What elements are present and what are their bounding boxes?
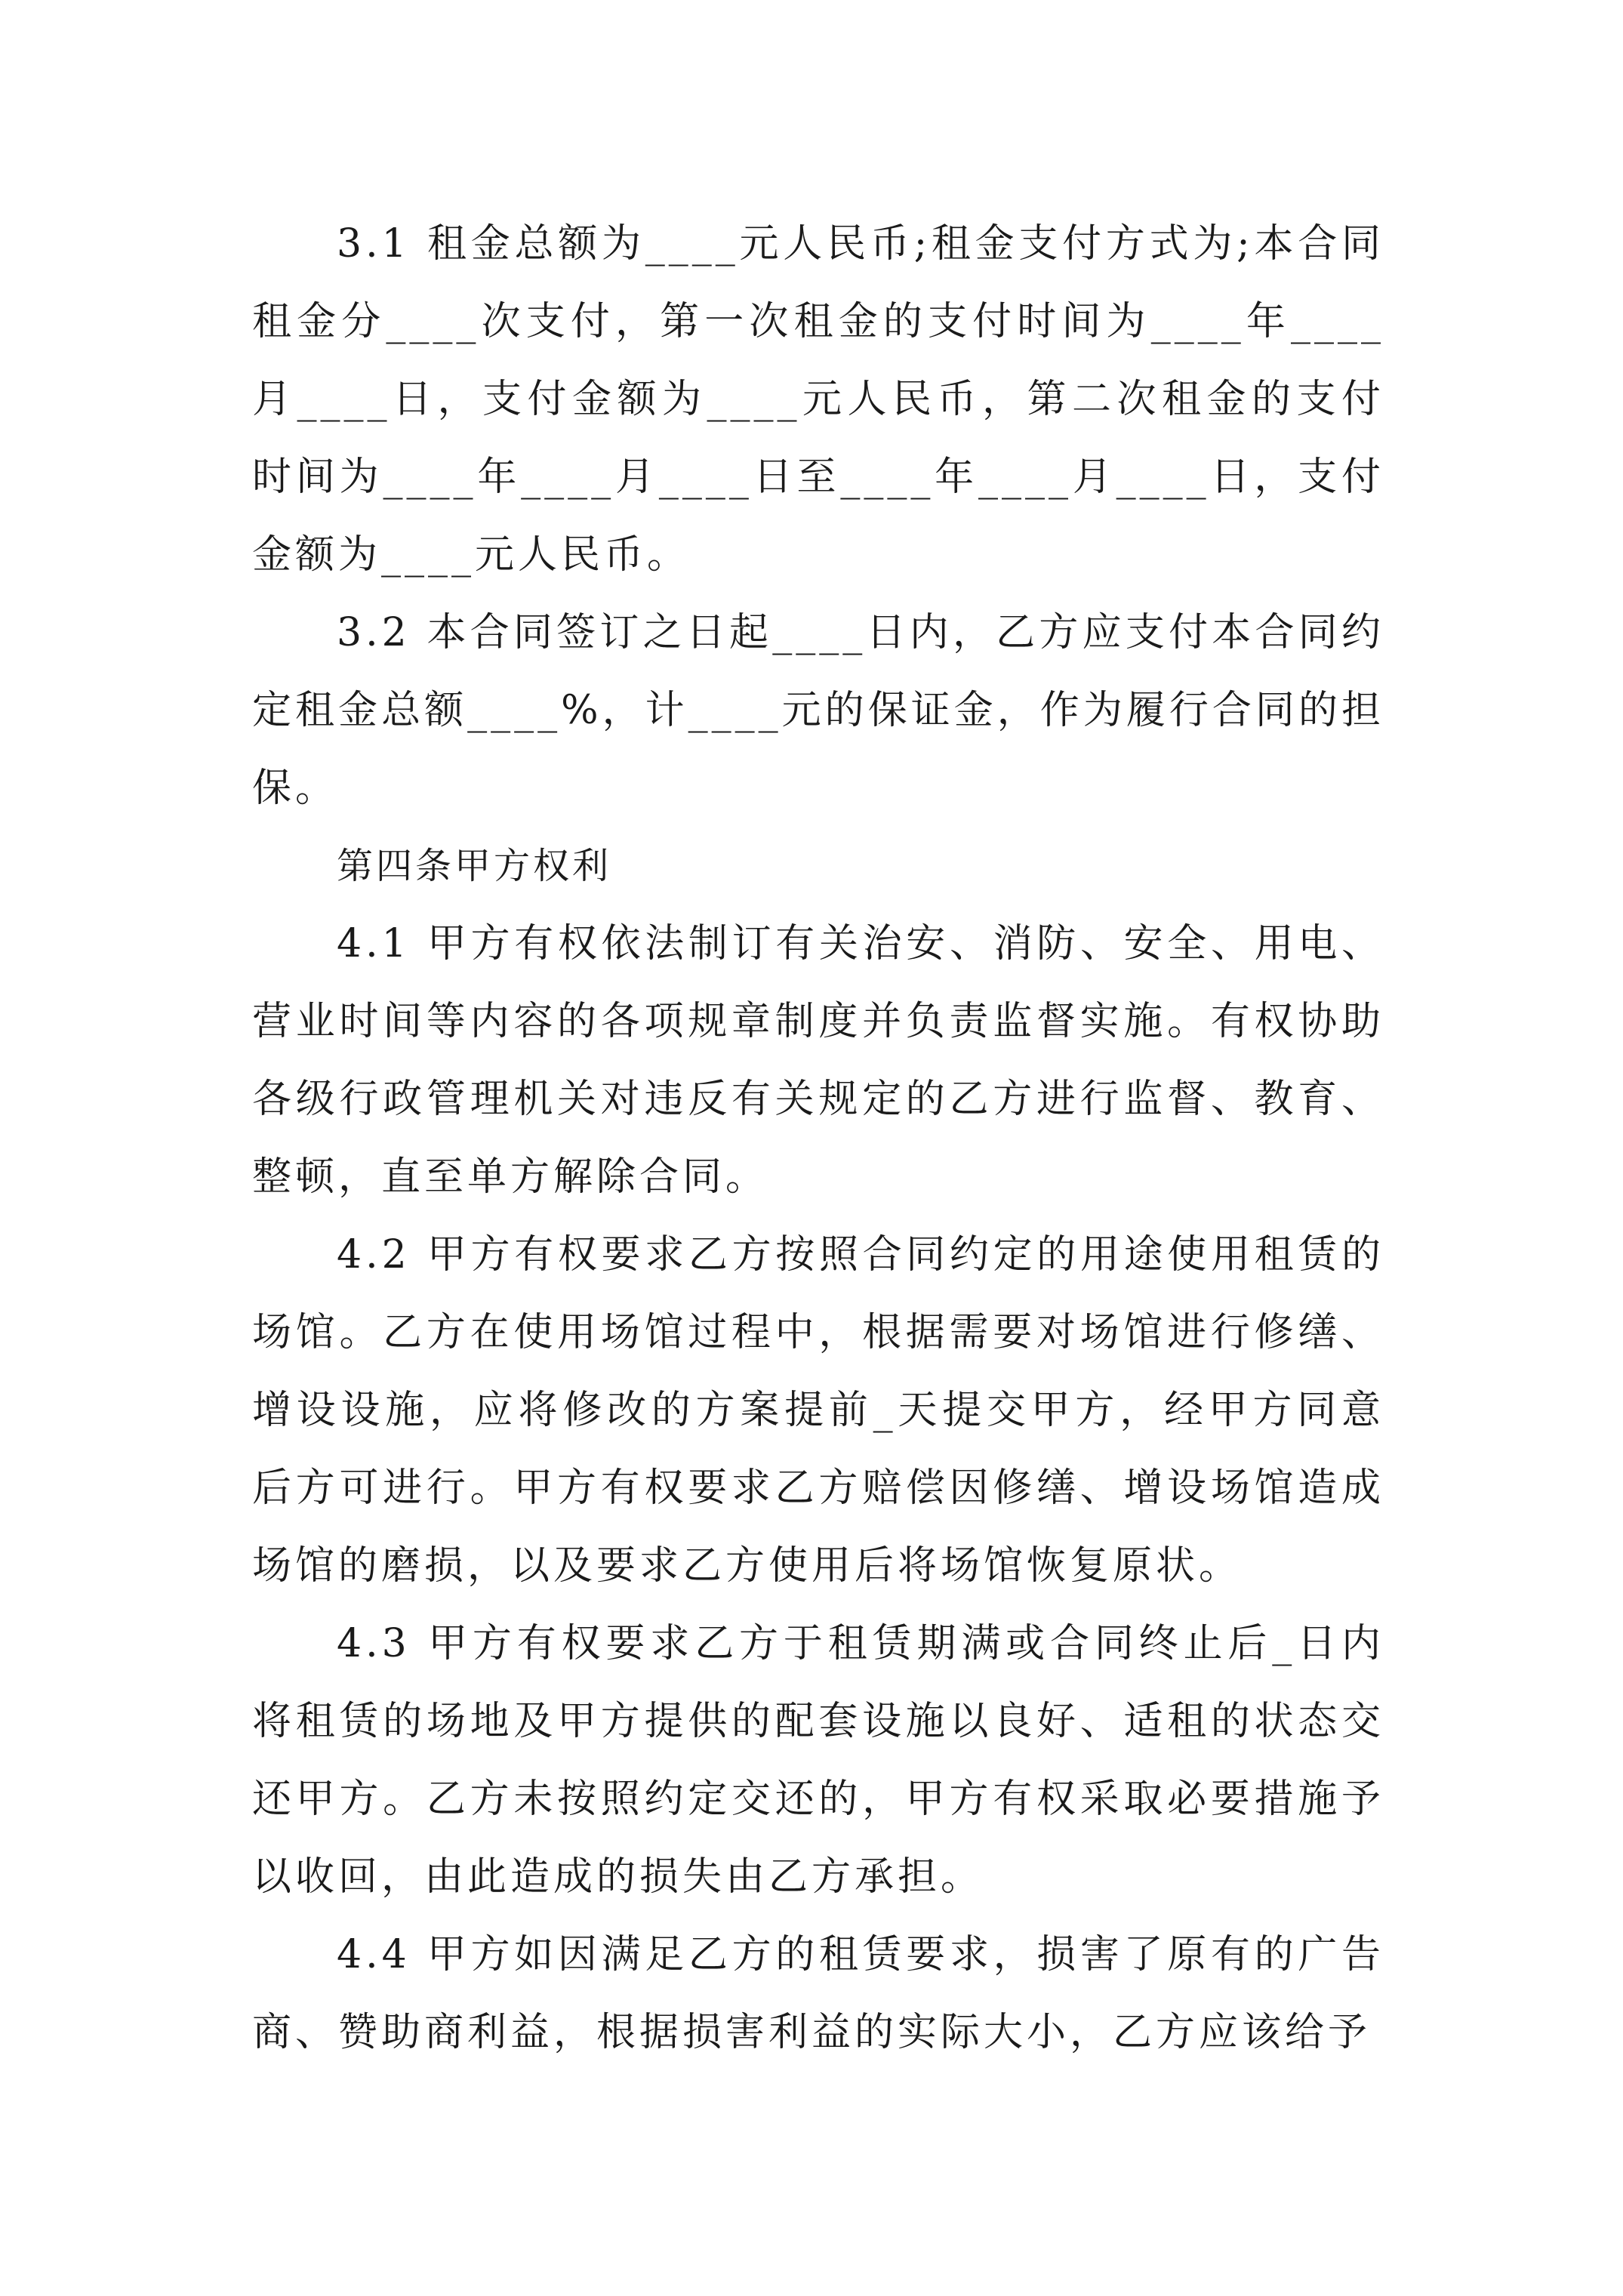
clause-4-4-sponsor-compensation: 4.4 甲方如因满足乙方的租赁要求，损害了原有的广告商、赞助商利益，根据损害利益的实际大小，乙方应该给予 <box>252 1932 1384 2055</box>
clause-3-1-rent-payment: 3.1 租金总额为____元人民币;租金支付方式为;本合同租金分____次支付，第一次租金的支付时间为____年____月____日，支付金额为____元人民币，第二次租金的支付时间为____年____月____日至____年____月____日，支付金额为____元人民币。 <box>252 221 1384 578</box>
clause-4-3-return-of-venue: 4.3 甲方有权要求乙方于租赁期满或合同终止后_日内将租赁的场地及甲方提供的配套设施以良好、适租的状态交还甲方。乙方未按照约定交还的，甲方有权采取必要措施予以收回，由此造成的损失由乙方承担。 <box>252 1621 1384 1900</box>
article-4-heading: 第四条甲方权利 <box>337 845 612 887</box>
clause-4-1-regulations: 4.1 甲方有权依法制订有关治安、消防、安全、用电、营业时间等内容的各项规章制度并负责监督实施。有权协助各级行政管理机关对违反有关规定的乙方进行监督、教育、整顿，直至单方解除合同。 <box>252 921 1384 1200</box>
clause-4-2-usage-repairs: 4.2 甲方有权要求乙方按照合同约定的用途使用租赁的场馆。乙方在使用场馆过程中，根据需要对场馆进行修缮、增设设施，应将修改的方案提前_天提交甲方，经甲方同意后方可进行。甲方有权要求乙方赔偿因修缮、增设场馆造成场馆的磨损，以及要求乙方使用后将场馆恢复原状。 <box>252 1232 1384 1589</box>
document-body <box>252 205 1384 2072</box>
clause-3-2-deposit: 3.2 本合同签订之日起____日内，乙方应支付本合同约定租金总额____%，计____元的保证金，作为履行合同的担保。 <box>252 610 1384 811</box>
